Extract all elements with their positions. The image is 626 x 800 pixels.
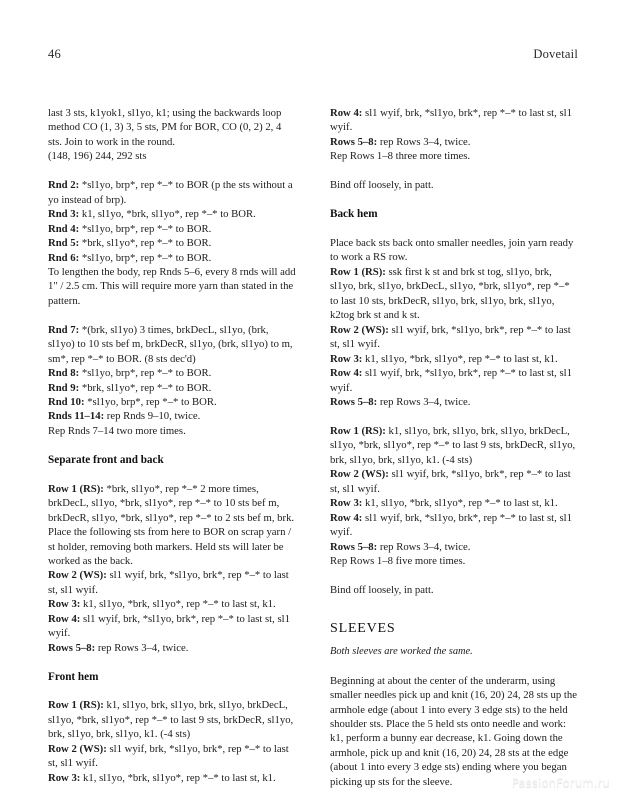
instruction-row [48,568,296,597]
instruction-row-label: Row 4: [330,511,363,524]
book-title: Dovetail [533,47,578,61]
running-head [48,47,578,65]
instruction-row-label: Row 2 (WS): [48,742,107,755]
instruction-row [330,323,578,352]
instruction-row [48,482,296,569]
instruction-row-text: *sl1yo, brp*, rep *–* to BOR. [79,251,212,264]
instruction-row [48,612,296,641]
instruction-row-label: Row 4: [48,612,81,625]
paragraph-spacer [330,164,578,178]
instruction-row [48,236,296,250]
section-heading: Separate front and back [48,453,164,466]
instruction-row [330,424,578,467]
instruction-row-label: Row 1 (RS): [330,265,386,278]
paragraph-spacer [48,164,296,178]
instruction-row-text: sl1 wyif, brk, *sl1yo, brk*, rep *–* to last st, sl1 wyif. [48,612,290,640]
instruction-row-text: sl1 wyif, brk, *sl1yo, brk*, rep *–* to last st, sl1 wyif. [330,468,571,495]
instruction-row-label: Rows 5–8: [330,135,378,148]
instruction-row-text: k1, sl1yo, *brk, sl1yo*, rep *–* to last st, k1. [362,352,558,365]
instruction-row [48,207,296,221]
body-paragraph: Bind off loosely, in patt. [330,179,434,192]
instruction-row [330,395,578,409]
paragraph-spacer [48,308,296,322]
instruction-row [48,323,296,366]
body-paragraph: Place back sts back onto smaller needles, join yarn ready to work a RS row. [330,237,574,264]
instruction-row-text: *brk, sl1yo*, rep *–* to BOR. [79,237,212,250]
left-column [48,106,296,785]
section-note: Both sleeves are worked the same. [330,645,473,657]
section-heading: Back hem [330,208,378,221]
instruction-row-label: Row 4: [330,107,363,119]
instruction-row-text: sl1 wyif, brk, *sl1yo, brk*, rep *–* to last st, sl1 wyif. [48,742,289,770]
instruction-row-text: sl1 wyif, brk, *sl1yo, brk*, rep *–* to last st, sl1 wyif. [330,323,571,351]
instruction-row [330,540,578,554]
instruction-row-text: *sl1yo, brp*, rep *–* to BOR. [79,222,212,235]
paragraph-spacer [48,684,296,698]
instruction-row-label: Rows 5–8: [330,540,378,553]
instruction-row-text: *(brk, sl1yo) 3 times, brkDecL, sl1yo, (brk, sl1yo) to 10 sts bef m, brkDecR, sl1yo, (brk, sl1yo) to m, sm*, rep *–* to BOR. (8 sts dec'd) [48,323,293,365]
instruction-row-text: k1, sl1yo, *brk, sl1yo*, rep *–* to last st, k1. [80,771,276,784]
paragraph-spacer [330,637,578,645]
instruction-row-text: sl1 wyif, brk, *sl1yo, brk*, rep *–* to last st, sl1 wyif. [330,511,572,539]
instruction-row-label: Rows 5–8: [48,641,96,654]
instruction-row-text: rep Rows 3–4, twice. [377,396,471,409]
instruction-row [48,742,296,771]
instruction-row-text: rep Rows 3–4, twice. [95,641,189,654]
instruction-row [48,395,296,409]
instruction-row-label: Rnds 11–14: [48,410,105,423]
instruction-row [48,641,296,655]
instruction-row [48,409,296,423]
instruction-row-label: Row 4: [330,367,363,380]
instruction-row-text: sl1 wyif, brk, *sl1yo, brk*, rep *–* to last st, sl1 wyif. [330,367,572,394]
instruction-row-label: Rnd 10: [48,396,85,409]
paragraph-spacer [330,568,578,582]
instruction-row [330,511,578,540]
instruction-row [48,251,296,265]
instruction-row-text: *brk, sl1yo*, rep *–* to BOR. [79,381,212,394]
instruction-row-text: *sl1yo, brp*, rep *–* to BOR. [84,396,217,409]
instruction-row [48,366,296,380]
body-paragraph: Bind off loosely, in patt. [330,583,434,596]
instruction-row-text: k1, sl1yo, brk, sl1yo, brk, sl1yo, brkDecL, sl1yo, *brk, sl1yo*, rep *–* to last 9 sts, brkDecR, sl1yo, brk, sl1yo, brk, sl1yo, k1. (-4 sts) [330,424,576,466]
instruction-row-label: Row 3: [330,497,363,510]
instruction-row [48,771,296,785]
instruction-row [330,352,578,366]
instruction-row-label: Row 3: [48,598,81,611]
instruction-row [48,222,296,236]
body-paragraph: To lengthen the body, rep Rnds 5–6, every 8 rnds will add 1" / 2.5 cm. This will require more yarn than stated in the pattern. [48,265,296,307]
body-paragraph: Rep Rows 1–8 three more times. [330,150,471,163]
instruction-row-text: rep Rnds 9–10, twice. [104,410,201,423]
body-paragraph: Rep Rows 1–8 five more times. [330,554,466,567]
instruction-row-text: ssk first k st and brk st tog, sl1yo, brk, sl1yo, brk, sl1yo, brkDecL, sl1yo, *brk, sl1yo*, rep *–* to last 10 sts, brkDecR, sl1yo, brk, sl1yo, brk, sl1yo, k2tog brk st and k st. [330,265,570,322]
instruction-row [330,106,578,135]
paragraph-spacer [330,612,578,620]
instruction-row-text: *sl1yo, brp*, rep *–* to BOR. [79,367,212,380]
instruction-row [48,597,296,611]
instruction-row [48,698,296,741]
instruction-row [330,135,578,149]
instruction-row-text: sl1 wyif, brk, *sl1yo, brk*, rep *–* to last st, sl1 wyif. [330,107,572,134]
instruction-row-label: Row 2 (WS): [330,468,389,481]
instruction-row-label: Rnd 7: [48,323,80,336]
instruction-row-label: Rnd 4: [48,222,80,235]
instruction-row [330,496,578,510]
instruction-row [330,366,578,395]
instruction-row-label: Rnd 2: [48,179,80,192]
paragraph-spacer [330,597,578,611]
instruction-row-label: Row 2 (WS): [48,569,107,582]
instruction-row-text: sl1 wyif, brk, *sl1yo, brk*, rep *–* to last st, sl1 wyif. [48,569,289,596]
instruction-row-label: Rnd 3: [48,208,80,221]
paragraph-spacer [48,655,296,669]
instruction-row-label: Row 3: [48,771,81,784]
paragraph-spacer [330,659,578,673]
body-paragraph: Rep Rnds 7–14 two more times. [48,424,186,437]
instruction-row-label: Rnd 9: [48,381,80,394]
instruction-row-text: k1, sl1yo, *brk, sl1yo*, rep *–* to BOR. [79,208,256,221]
instruction-row-label: Rnd 8: [48,367,80,380]
section-heading: Front hem [48,670,99,683]
instruction-row-label: Rows 5–8: [330,396,378,409]
major-section-heading: SLEEVES [330,620,396,636]
instruction-row-text: rep Rows 3–4, twice. [377,540,471,553]
instruction-row-label: Row 1 (RS): [330,424,386,437]
instruction-row-text: rep Rows 3–4, twice. [377,135,471,148]
body-paragraph: (148, 196) 244, 292 sts [48,150,147,163]
instruction-row [330,467,578,496]
instruction-row-text: k1, sl1yo, *brk, sl1yo*, rep *–* to last st, k1. [80,598,276,611]
instruction-row-label: Rnd 6: [48,251,80,264]
instruction-row-label: Row 2 (WS): [330,323,389,336]
paragraph-spacer [330,193,578,207]
instruction-row-label: Row 3: [330,352,363,365]
instruction-row-label: Rnd 5: [48,237,80,250]
instruction-row-text: k1, sl1yo, *brk, sl1yo*, rep *–* to last st, k1. [362,497,558,510]
instruction-row-text: *sl1yo, brp*, rep *–* to BOR (p the sts without a yo instead of brp). [48,179,293,206]
body-paragraph: Beginning at about the center of the underarm, using smaller needles pick up and knit (16, 20) 24, 28 sts up the armhole edge (about 1 into every 3 edge sts) to the held shoulder sts. Place the 5 held sts onto needle and work: k1, perform a bunny ear decrease, k1. Going down the armhole, pick up and knit (16, 20) 24, 28 sts at the edge (about 1 into every 3 edge sts) ending where you began picking up sts for the sleeve. [330,674,577,788]
paragraph-spacer [330,409,578,423]
paragraph-spacer [48,467,296,481]
site-watermark: PassionForum.ru [511,776,610,790]
right-column [330,106,578,789]
instruction-row-label: Row 1 (RS): [48,482,104,495]
instruction-row [330,265,578,323]
instruction-row-label: Row 1 (RS): [48,699,104,712]
instruction-row-text: *brk, sl1yo*, rep *–* 2 more times, brkDecL, sl1yo, *brk, sl1yo*, rep *–* to 10 sts bef m, brkDecR, sl1yo, *brk, sl1yo*, rep *–* to 2 sts bef m, brk. Place the following sts from here to BOR on scrap yarn / st holder, removing both markers. Held sts will later be worked as the back. [48,482,295,567]
instruction-row [48,178,296,207]
body-paragraph: last 3 sts, k1yok1, sl1yo, k1; using the backwards loop method CO (1, 3) 3, 5 sts, PM for BOR, CO (0, 2) 2, 4 sts. Join to work in the round. [48,107,282,148]
instruction-row-text: k1, sl1yo, brk, sl1yo, brk, sl1yo, brkDecL, sl1yo, *brk, sl1yo*, rep *–* to last 9 sts, brkDecR, sl1yo, brk, sl1yo, brk, sl1yo, k1. (-4 sts) [48,699,294,741]
instruction-row [48,381,296,395]
page-number: 46 [48,47,62,61]
paragraph-spacer [48,438,296,452]
paragraph-spacer [330,222,578,236]
